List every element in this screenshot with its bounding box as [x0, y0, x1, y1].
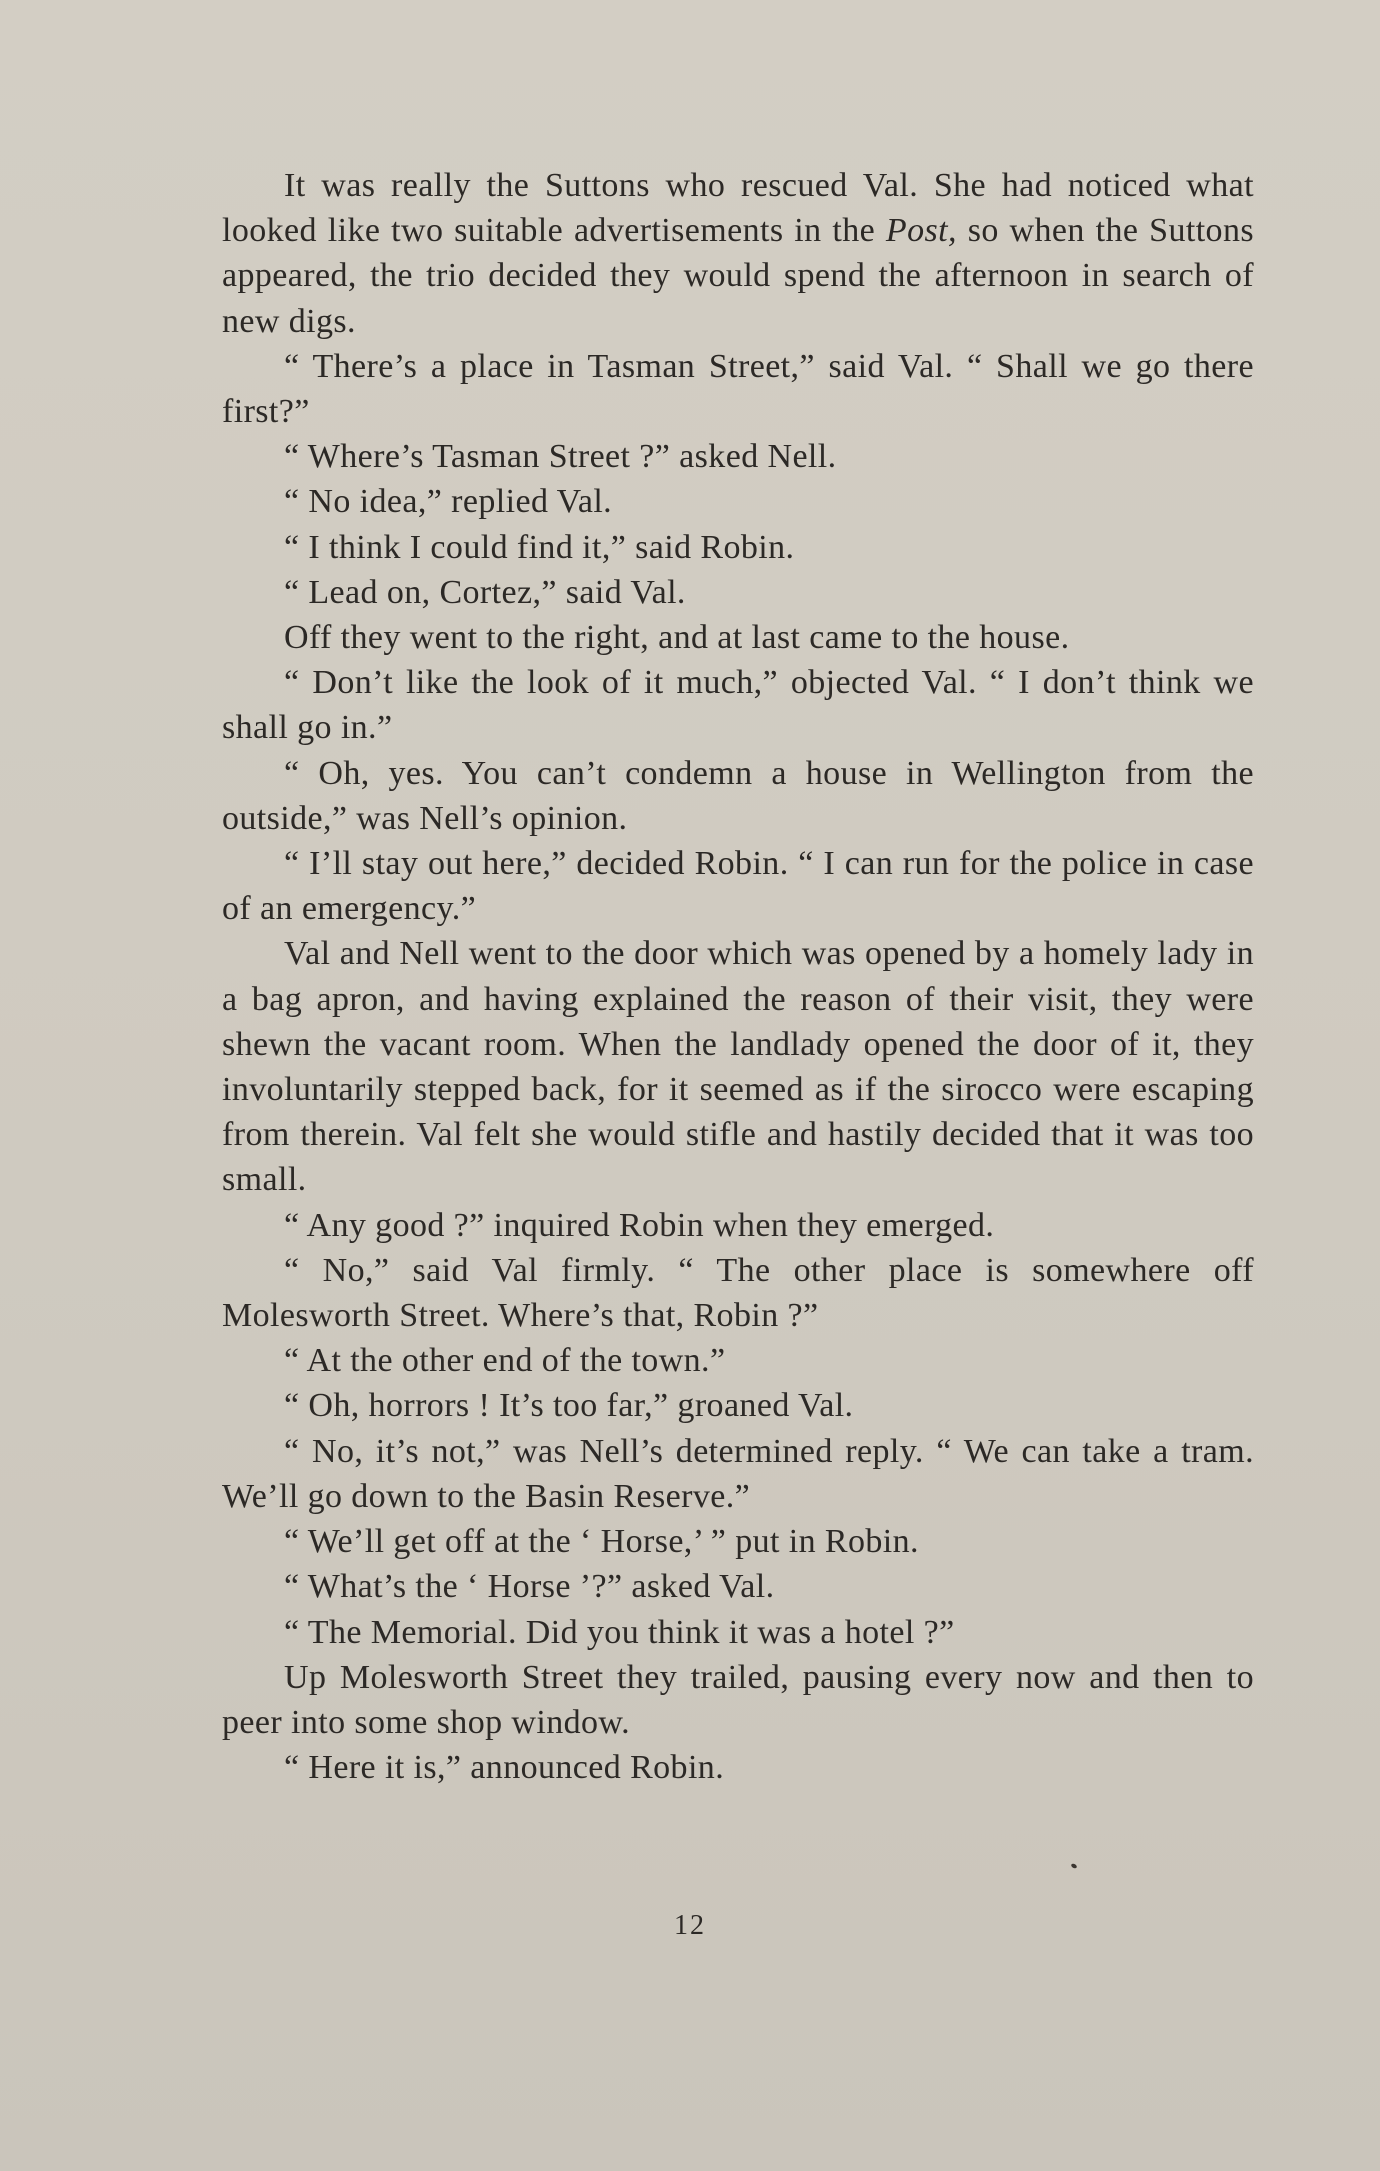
paragraph-21: “ Here it is,” announced Robin.	[284, 1749, 725, 1787]
paragraph-19: “ The Memorial. Did you think it was a hotel ?”	[284, 1613, 955, 1651]
paragraph-7: Off they went to the right, and at last came to the house.	[284, 619, 1070, 657]
paragraph-16: “ No, it’s not,” was Nell’s determined reply. “ We can take a tram. We’ll go down to the Basin Reserve.”	[222, 1432, 1254, 1515]
paragraph-11: Val and Nell went to the door which was opened by a homely lady in a bag apron, and having explained the reason of their visit, they were shewn the vacant room. When the landlady opened the door of it, they involuntarily stepped back, for it seemed as if the sirocco were escaping from therein. Val felt she would stifle and hastily decided that it was too small.	[222, 935, 1254, 1199]
paragraph-5: “ I think I could find it,” said Robin.	[284, 528, 795, 566]
paragraph-2: “ There’s a place in Tasman Street,” said Val. “ Shall we go there first?”	[222, 347, 1254, 431]
paragraph-4: “ No idea,” replied Val.	[284, 483, 613, 521]
paragraph-3: “ Where’s Tasman Street ?” asked Nell.	[284, 438, 837, 476]
paragraph-15: “ Oh, horrors ! It’s too far,” groaned Val.	[284, 1387, 854, 1425]
paragraph-18: “ What’s the ‘ Horse ’?” asked Val.	[284, 1568, 775, 1606]
paragraph-1	[222, 163, 1254, 344]
ink-speck	[1070, 1863, 1077, 1869]
paragraph-8: “ Don’t like the look of it much,” objected Val. “ I don’t think we shall go in.”	[222, 664, 1254, 747]
paragraph-17: “ We’ll get off at the ‘ Horse,’ ” put in Robin.	[284, 1523, 919, 1561]
newspaper-title: Post,	[885, 212, 957, 250]
paragraph-10: “ I’ll stay out here,” decided Robin. “ I can run for the police in case of an emergency.”	[222, 845, 1254, 928]
paragraph-6: “ Lead on, Cortez,” said Val.	[284, 573, 686, 611]
paragraph-1-start: It was really the Suttons who rescued Val. She had noticed what looked like two suitable advertisements in the	[222, 167, 1254, 250]
paragraph-12: “ Any good ?” inquired Robin when they emerged.	[284, 1206, 995, 1244]
paragraph-13: “ No,” said Val firmly. “ The other place is somewhere off Molesworth Street. Where’s that, Robin ?”	[222, 1251, 1254, 1335]
paragraph-9: “ Oh, yes. You can’t condemn a house in Wellington from the outside,” was Nell’s opinion.	[222, 754, 1254, 837]
paragraph-14: “ At the other end of the town.”	[284, 1342, 726, 1380]
paragraph-1-end: so when the Suttons appeared, the trio decided they would spend the afternoon in search of new digs.	[222, 212, 1254, 340]
page-number: 12	[674, 1910, 706, 1941]
paragraph-20: Up Molesworth Street they trailed, pausing every now and then to peer into some shop window.	[222, 1658, 1254, 1741]
body-text	[222, 163, 1254, 1790]
